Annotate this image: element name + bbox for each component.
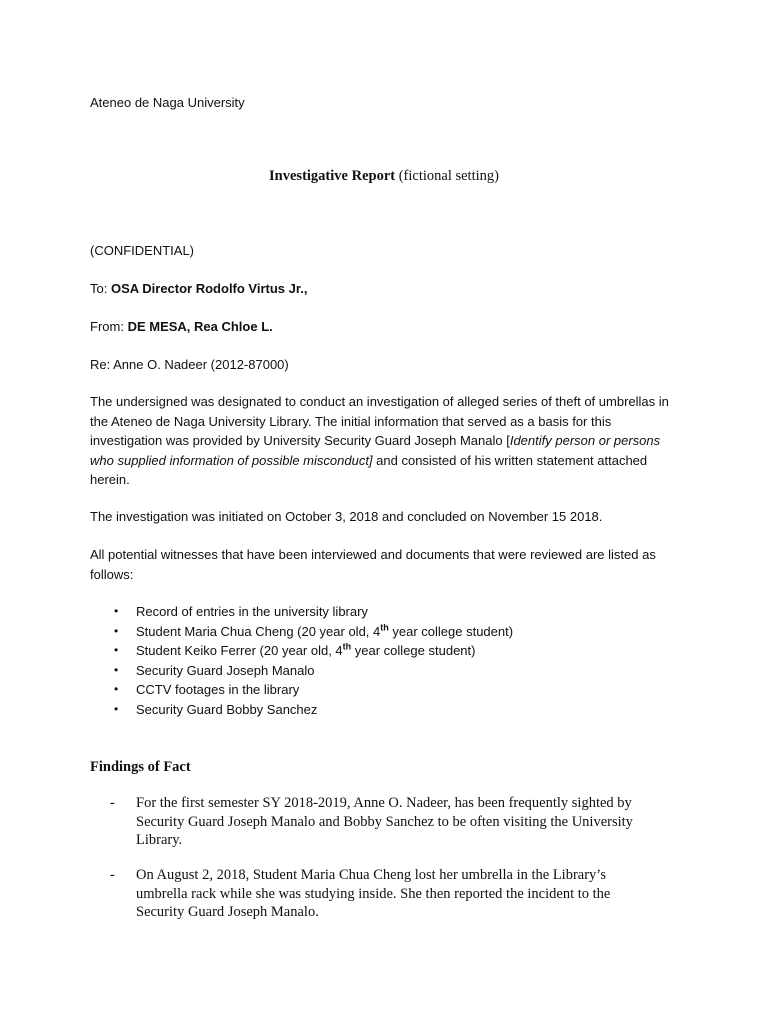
memo-re	[90, 355, 690, 375]
bullet-icon: •	[114, 701, 119, 716]
finding-item: - On August 2, 2018, Student Maria Chua Cheng lost her umbrella in the Library’s umbrella rack while she was studying inside. She then reported the incident to the Security Guard Joseph Manalo.	[110, 867, 611, 920]
memo-to-value: OSA Director Rodolfo Virtus Jr.,	[110, 281, 308, 296]
memo-from	[90, 317, 690, 337]
list-item: • Student Keiko Ferrer (20 year old, 4th year college student)	[90, 641, 690, 661]
finding-item: - For the first semester SY 2018-2019, Anne O. Nadeer, has been frequently sighted by Security Guard Joseph Manalo and Bobby Sanchez to be often visiting the University Library.	[110, 795, 633, 848]
list-item: • Record of entries in the university library	[90, 602, 690, 622]
bullet-icon: •	[114, 623, 119, 638]
memo-re-label: Re:	[90, 357, 114, 372]
memo-re-value: Anne O. Nadeer (2012-87000)	[113, 357, 289, 372]
report-title	[0, 167, 768, 186]
intro-text-2: and consisted of his written statement attached herein.	[90, 452, 648, 487]
intro-paragraph	[90, 392, 670, 490]
findings-heading: Findings of Fact	[90, 759, 191, 775]
intro-text-1: The undersigned was designated to conduct an investigation of alleged series of theft of umbrellas in the Ateneo de Naga University Library. The initial information that served as a basis for this investigation was provided by University Security Guard Joseph Manalo [	[90, 394, 669, 448]
investigation-dates: The investigation was initiated on October 3, 2018 and concluded on November 15 2018.	[90, 509, 603, 524]
bullet-icon: •	[114, 682, 119, 696]
witnesses-intro: All potential witnesses that have been interviewed and documents that were reviewed are listed as follows:	[90, 547, 656, 582]
memo-from-value: DE MESA, Rea Chloe L.	[127, 319, 273, 334]
intro-text-italic: Identify person or persons who supplied information of possible misconduct]	[90, 433, 661, 468]
list-item: • Student Maria Chua Cheng (20 year old, 4th year college student)	[90, 622, 690, 642]
memo-to-label: To:	[90, 281, 111, 296]
dash-icon: -	[110, 867, 115, 883]
list-item: • Security Guard Bobby Sanchez	[90, 700, 690, 720]
university-name: Ateneo de Naga University	[90, 95, 245, 110]
list-item: • CCTV footages in the library	[90, 680, 690, 700]
report-title-main: Investigative Report	[269, 168, 396, 184]
memo-to	[90, 279, 690, 299]
dash-icon: -	[110, 795, 115, 811]
confidential-label: (CONFIDENTIAL)	[90, 243, 194, 258]
bullet-icon: •	[114, 604, 119, 618]
bullet-icon: •	[114, 643, 119, 657]
bullet-icon: •	[114, 662, 119, 677]
memo-from-label: From:	[90, 319, 128, 334]
report-title-note: (fictional setting)	[398, 168, 499, 184]
list-item: • Security Guard Joseph Manalo	[90, 661, 690, 681]
witness-list	[90, 602, 690, 719]
